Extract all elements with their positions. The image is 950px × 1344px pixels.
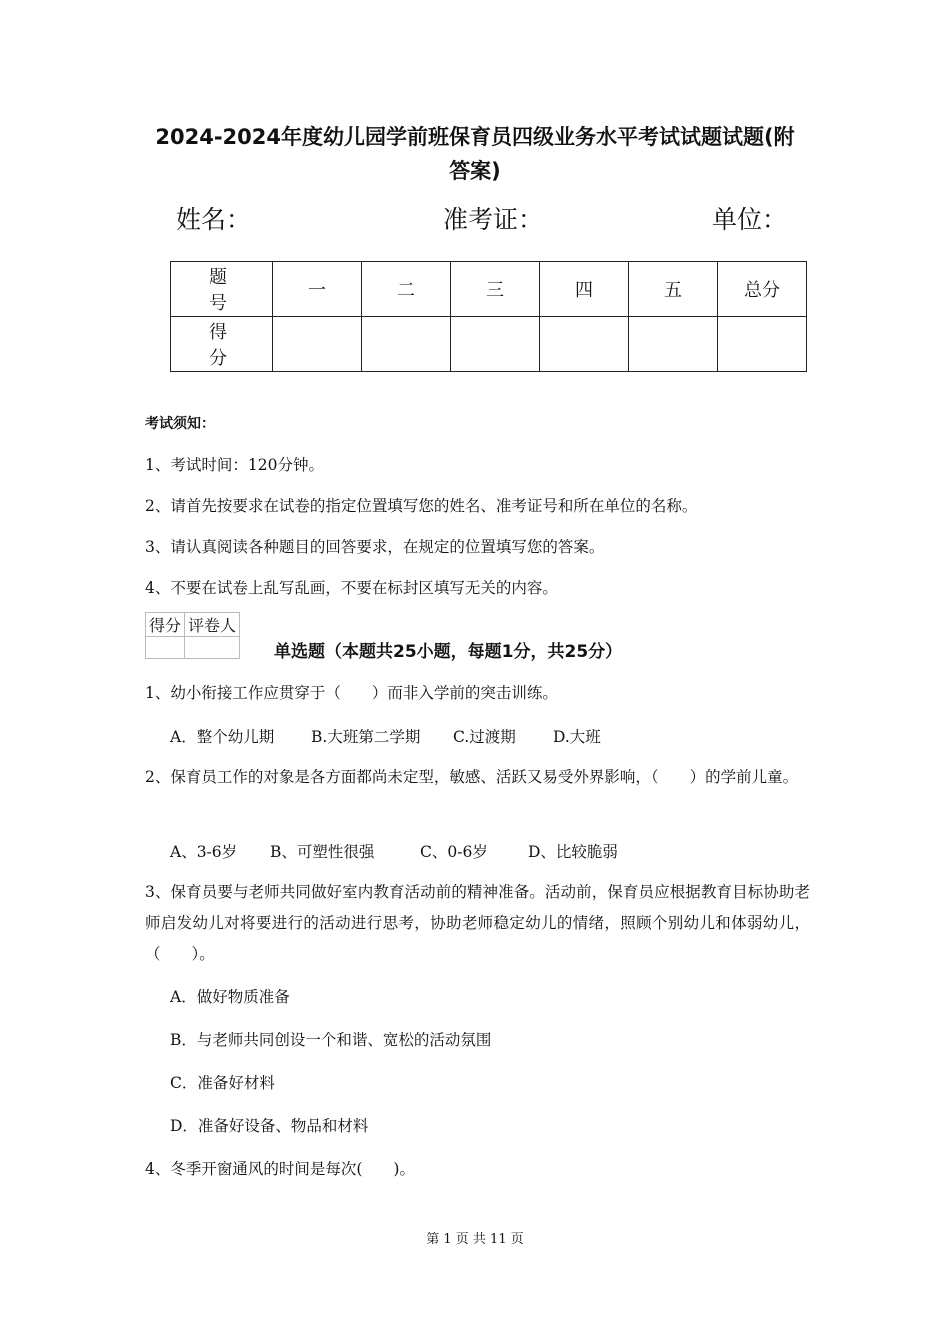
score-table-header-row [171, 262, 807, 317]
q1-option-d: D.大班 [553, 728, 601, 746]
q3-option-d: D．准备好设备、物品和材料 [170, 1117, 369, 1135]
score-table-header-cell: 总分 [718, 262, 807, 317]
notice-item: 2、请首先按要求在试卷的指定位置填写您的姓名、准考证号和所在单位的名称。 [145, 497, 698, 515]
score-table-header-cell: 五 [629, 262, 718, 317]
notice-heading: 考试须知： [145, 416, 215, 432]
question-2-stem: 2、保育员工作的对象是各方面都尚未定型，敏感、活跃又易受外界影响，（ ）的学前儿童。 [145, 768, 799, 786]
score-table-header-cell: 四 [540, 262, 629, 317]
exam-id-field-label: 准考证： [443, 205, 544, 234]
name-field-label: 姓名： [176, 205, 252, 234]
score-table-header-cell: 题 号 [171, 262, 273, 317]
q2-option-b: B、可塑性很强 [270, 843, 375, 861]
score-row-label: 得 分 [171, 317, 273, 372]
notice-item: 4、不要在试卷上乱写乱画，不要在标封区填写无关的内容。 [145, 579, 558, 597]
q1-option-b: B.大班第二学期 [311, 728, 421, 746]
q3-option-b: B．与老师共同创设一个和谐、宽松的活动氛围 [170, 1031, 492, 1049]
grader-box [145, 612, 240, 659]
score-table-header-cell: 三 [451, 262, 540, 317]
section-title: 单选题（本题共25小题，每题1分，共25分） [274, 642, 623, 662]
q2-option-c: C、0-6岁 [420, 843, 488, 861]
score-input-cell[interactable] [362, 317, 451, 372]
score-input-cell[interactable] [451, 317, 540, 372]
unit-field-label: 单位： [712, 205, 788, 234]
grader-box-score-cell[interactable] [146, 637, 185, 659]
score-input-cell[interactable] [718, 317, 807, 372]
title-line-2: 答案) [449, 159, 501, 183]
score-input-cell[interactable] [629, 317, 718, 372]
score-input-cell[interactable] [273, 317, 362, 372]
score-input-cell[interactable] [540, 317, 629, 372]
page-footer: 第 1 页 共 11 页 [426, 1232, 524, 1247]
score-table-header-cell: 二 [362, 262, 451, 317]
grader-box-score-label: 得分 [146, 613, 185, 637]
q3-option-c: C．准备好材料 [170, 1074, 275, 1092]
notice-item: 1、考试时间：120分钟。 [145, 456, 324, 474]
grader-box-grader-label: 评卷人 [185, 613, 240, 637]
question-4-stem: 4、冬季开窗通风的时间是每次( )。 [145, 1160, 415, 1178]
score-table-score-row [171, 317, 807, 372]
question-3-stem: 3、保育员要与老师共同做好室内教育活动前的精神准备。活动前，保育员应根据教育目标协助老师启发幼儿对将要进行的活动进行思考，协助老师稳定幼儿的情绪，照顾个别幼儿和体弱幼儿，（ ）。 [145, 883, 810, 963]
q1-option-c: C.过渡期 [453, 728, 516, 746]
candidate-fields [0, 200, 950, 240]
document-title [0, 120, 950, 188]
score-table [170, 261, 807, 372]
score-table-header-cell: 一 [273, 262, 362, 317]
grader-box-grader-cell[interactable] [185, 637, 240, 659]
q2-option-a: A、3-6岁 [170, 843, 238, 861]
title-line-1: 2024-2024年度幼儿园学前班保育员四级业务水平考试试题试题(附 [155, 125, 795, 149]
q1-option-a: A．整个幼儿期 [170, 728, 275, 746]
q2-option-d: D、比较脆弱 [528, 843, 618, 861]
q3-option-a: A．做好物质准备 [170, 988, 290, 1006]
question-1-stem: 1、幼小衔接工作应贯穿于（ ）而非入学前的突击训练。 [145, 684, 558, 702]
notice-item: 3、请认真阅读各种题目的回答要求，在规定的位置填写您的答案。 [145, 538, 605, 556]
